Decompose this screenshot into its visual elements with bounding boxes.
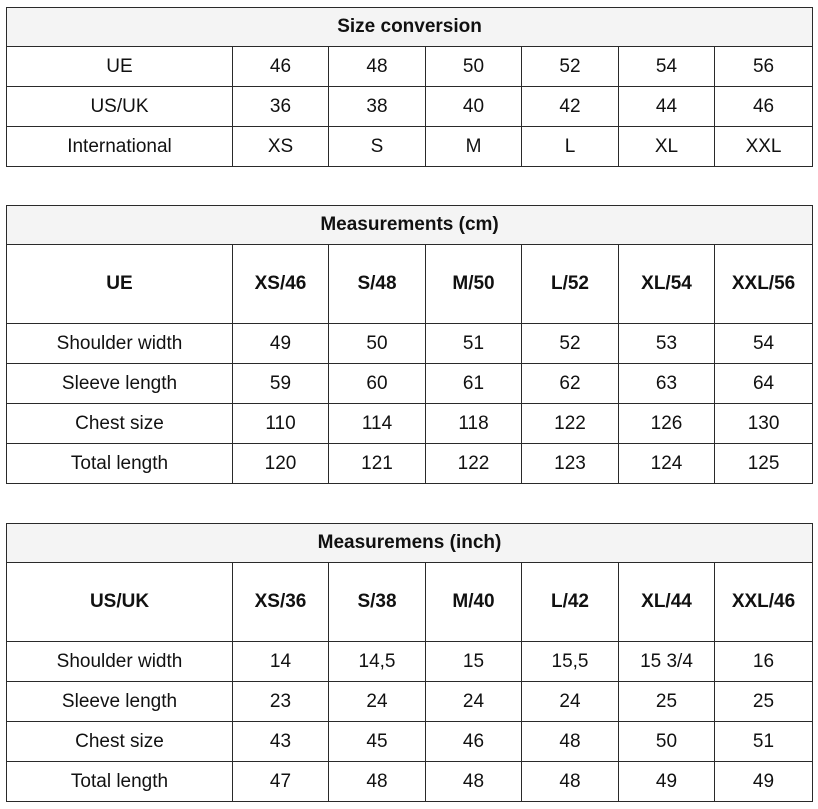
table-cell: XL <box>619 127 715 167</box>
table-cell: 24 <box>426 682 522 722</box>
table-cell: 114 <box>329 404 426 444</box>
table-cell: 53 <box>619 324 715 364</box>
table-cell: 45 <box>329 722 426 762</box>
table-cell: 64 <box>715 364 813 404</box>
table-title: Measurements (cm) <box>7 206 813 245</box>
table-cell: 42 <box>522 87 619 127</box>
table-cell: L <box>522 127 619 167</box>
table-cell: 121 <box>329 444 426 484</box>
table-cell: XXL <box>715 127 813 167</box>
header-cell: L/42 <box>522 563 619 642</box>
size-conversion-table <box>6 7 813 167</box>
table-cell: 23 <box>233 682 329 722</box>
table-cell: 60 <box>329 364 426 404</box>
table-cell: 24 <box>522 682 619 722</box>
table-row <box>7 364 813 404</box>
row-label: US/UK <box>7 87 233 127</box>
table-cell: 52 <box>522 324 619 364</box>
table-row <box>7 404 813 444</box>
table-cell: 47 <box>233 762 329 802</box>
table-title-row <box>7 524 813 563</box>
table-cell: 49 <box>619 762 715 802</box>
table-cell: 15 <box>426 642 522 682</box>
table-cell: 50 <box>619 722 715 762</box>
table-cell: 62 <box>522 364 619 404</box>
table-cell: XS <box>233 127 329 167</box>
table-cell: 24 <box>329 682 426 722</box>
header-cell: XS/36 <box>233 563 329 642</box>
table-cell: 49 <box>233 324 329 364</box>
table-cell: 122 <box>522 404 619 444</box>
table-cell: 52 <box>522 47 619 87</box>
table-cell: M <box>426 127 522 167</box>
table-cell: 14,5 <box>329 642 426 682</box>
header-cell: XL/54 <box>619 245 715 324</box>
table-cell: 120 <box>233 444 329 484</box>
header-cell: XS/46 <box>233 245 329 324</box>
table-header-row <box>7 563 813 642</box>
table-cell: 15,5 <box>522 642 619 682</box>
table-cell: 123 <box>522 444 619 484</box>
table-cell: 43 <box>233 722 329 762</box>
table-cell: 46 <box>715 87 813 127</box>
measurements-cm-table <box>6 205 813 484</box>
table-cell: 46 <box>233 47 329 87</box>
table-title: Measuremens (inch) <box>7 524 813 563</box>
table-row <box>7 47 813 87</box>
table-title: Size conversion <box>7 8 813 47</box>
table-cell: 38 <box>329 87 426 127</box>
row-label: Chest size <box>7 722 233 762</box>
header-label: US/UK <box>7 563 233 642</box>
table-cell: 49 <box>715 762 813 802</box>
row-label: UE <box>7 47 233 87</box>
table-title-row <box>7 8 813 47</box>
table-cell: S <box>329 127 426 167</box>
table-row <box>7 722 813 762</box>
table-cell: 125 <box>715 444 813 484</box>
row-label: Shoulder width <box>7 324 233 364</box>
row-label: Chest size <box>7 404 233 444</box>
table-cell: 50 <box>329 324 426 364</box>
table-cell: 130 <box>715 404 813 444</box>
table-cell: 48 <box>522 722 619 762</box>
header-cell: XXL/56 <box>715 245 813 324</box>
table-cell: 48 <box>522 762 619 802</box>
table-cell: 51 <box>715 722 813 762</box>
table-cell: 48 <box>426 762 522 802</box>
table-row <box>7 762 813 802</box>
header-cell: S/48 <box>329 245 426 324</box>
header-cell: XL/44 <box>619 563 715 642</box>
table-cell: 59 <box>233 364 329 404</box>
table-header-row <box>7 245 813 324</box>
header-cell: XXL/46 <box>715 563 813 642</box>
header-label: UE <box>7 245 233 324</box>
table-cell: 25 <box>715 682 813 722</box>
table-cell: 54 <box>619 47 715 87</box>
table-cell: 110 <box>233 404 329 444</box>
table-row <box>7 127 813 167</box>
table-cell: 15 3/4 <box>619 642 715 682</box>
table-row <box>7 324 813 364</box>
table-cell: 51 <box>426 324 522 364</box>
table-cell: 14 <box>233 642 329 682</box>
table-row <box>7 682 813 722</box>
table-cell: 40 <box>426 87 522 127</box>
header-cell: M/50 <box>426 245 522 324</box>
header-cell: M/40 <box>426 563 522 642</box>
table-cell: 48 <box>329 762 426 802</box>
table-row <box>7 642 813 682</box>
table-cell: 48 <box>329 47 426 87</box>
table-cell: 16 <box>715 642 813 682</box>
header-cell: L/52 <box>522 245 619 324</box>
table-cell: 118 <box>426 404 522 444</box>
table-cell: 124 <box>619 444 715 484</box>
table-cell: 44 <box>619 87 715 127</box>
table-cell: 50 <box>426 47 522 87</box>
table-cell: 25 <box>619 682 715 722</box>
table-row <box>7 87 813 127</box>
table-cell: 54 <box>715 324 813 364</box>
table-cell: 56 <box>715 47 813 87</box>
table-cell: 46 <box>426 722 522 762</box>
table-row <box>7 444 813 484</box>
row-label: Sleeve length <box>7 682 233 722</box>
row-label: Shoulder width <box>7 642 233 682</box>
table-cell: 61 <box>426 364 522 404</box>
table-cell: 126 <box>619 404 715 444</box>
measurements-inch-table <box>6 523 813 802</box>
row-label: Sleeve length <box>7 364 233 404</box>
table-cell: 122 <box>426 444 522 484</box>
header-cell: S/38 <box>329 563 426 642</box>
row-label: International <box>7 127 233 167</box>
table-title-row <box>7 206 813 245</box>
table-cell: 36 <box>233 87 329 127</box>
row-label: Total length <box>7 762 233 802</box>
row-label: Total length <box>7 444 233 484</box>
table-cell: 63 <box>619 364 715 404</box>
